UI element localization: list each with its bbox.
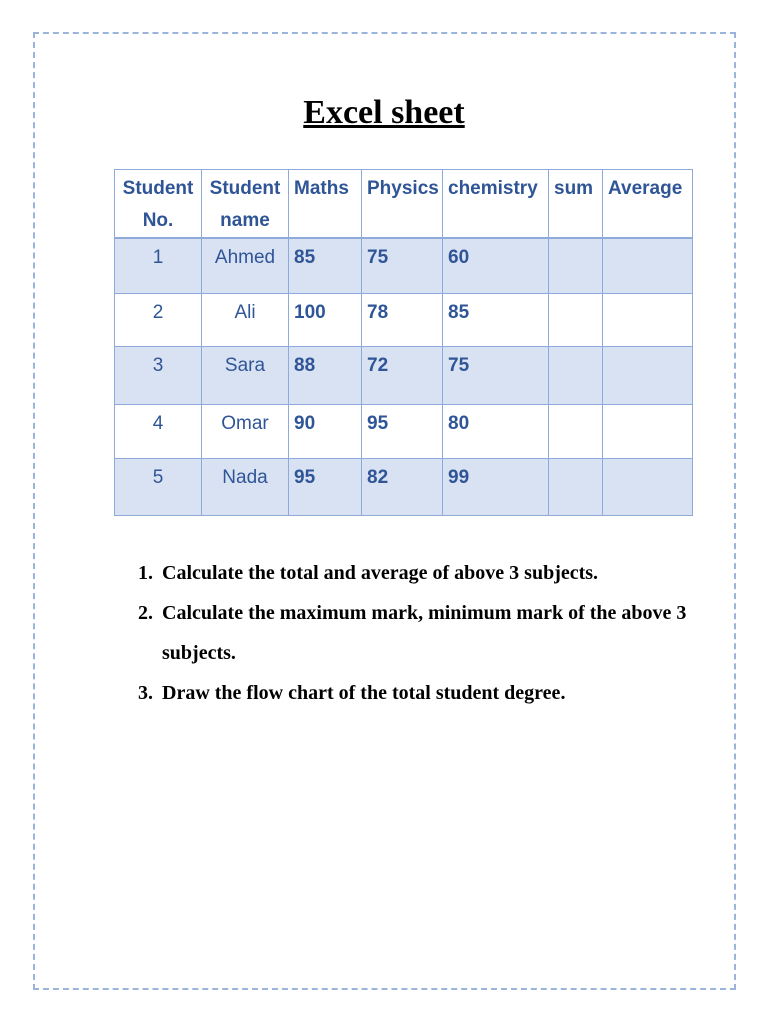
cell-physics: 75 xyxy=(362,238,443,293)
cell-maths: 85 xyxy=(289,238,362,293)
task-text: Draw the flow chart of the total student degree. xyxy=(162,682,566,704)
cell-physics: 78 xyxy=(362,293,443,346)
task-number: 3. xyxy=(138,682,153,704)
cell-sum xyxy=(549,293,603,346)
page-title: Excel sheet xyxy=(303,94,465,131)
cell-student-name: Omar xyxy=(202,404,289,458)
task-text: Calculate the total and average of above 3 subjects. xyxy=(162,562,599,584)
cell-physics: 95 xyxy=(362,404,443,458)
task-item xyxy=(138,593,698,673)
task-number: 2. xyxy=(138,602,153,624)
task-list xyxy=(138,553,698,713)
cell-sum xyxy=(549,346,603,404)
task-item xyxy=(138,673,698,713)
cell-chemistry: 75 xyxy=(443,346,549,404)
cell-sum xyxy=(549,404,603,458)
table-row xyxy=(115,346,693,404)
cell-maths: 90 xyxy=(289,404,362,458)
header-average: Average xyxy=(603,170,693,239)
header-student-name: Student name xyxy=(202,170,289,239)
task-item xyxy=(138,553,698,593)
cell-student-name: Ali xyxy=(202,293,289,346)
grades-table xyxy=(114,169,693,516)
cell-average xyxy=(603,346,693,404)
table-row xyxy=(115,404,693,458)
table-row xyxy=(115,458,693,515)
cell-average xyxy=(603,293,693,346)
cell-physics: 72 xyxy=(362,346,443,404)
cell-chemistry: 60 xyxy=(443,238,549,293)
cell-student-no: 1 xyxy=(115,238,202,293)
cell-maths: 88 xyxy=(289,346,362,404)
cell-physics: 82 xyxy=(362,458,443,515)
cell-chemistry: 80 xyxy=(443,404,549,458)
cell-maths: 100 xyxy=(289,293,362,346)
table-row xyxy=(115,293,693,346)
cell-student-name: Nada xyxy=(202,458,289,515)
task-number: 1. xyxy=(138,562,153,584)
cell-student-no: 4 xyxy=(115,404,202,458)
cell-average xyxy=(603,458,693,515)
cell-student-no: 3 xyxy=(115,346,202,404)
cell-average xyxy=(603,404,693,458)
cell-sum xyxy=(549,238,603,293)
task-text: Calculate the maximum mark, minimum mark of the above 3 subjects. xyxy=(162,602,687,664)
cell-student-no: 5 xyxy=(115,458,202,515)
header-student-no: Student No. xyxy=(115,170,202,239)
header-row xyxy=(115,170,693,239)
header-maths: Maths xyxy=(289,170,362,239)
cell-maths: 95 xyxy=(289,458,362,515)
cell-chemistry: 85 xyxy=(443,293,549,346)
cell-average xyxy=(603,238,693,293)
cell-student-name: Sara xyxy=(202,346,289,404)
header-sum: sum xyxy=(549,170,603,239)
header-physics: Physics xyxy=(362,170,443,239)
cell-student-name: Ahmed xyxy=(202,238,289,293)
cell-chemistry: 99 xyxy=(443,458,549,515)
cell-student-no: 2 xyxy=(115,293,202,346)
cell-sum xyxy=(549,458,603,515)
header-chemistry: chemistry xyxy=(443,170,549,239)
table-row xyxy=(115,238,693,293)
